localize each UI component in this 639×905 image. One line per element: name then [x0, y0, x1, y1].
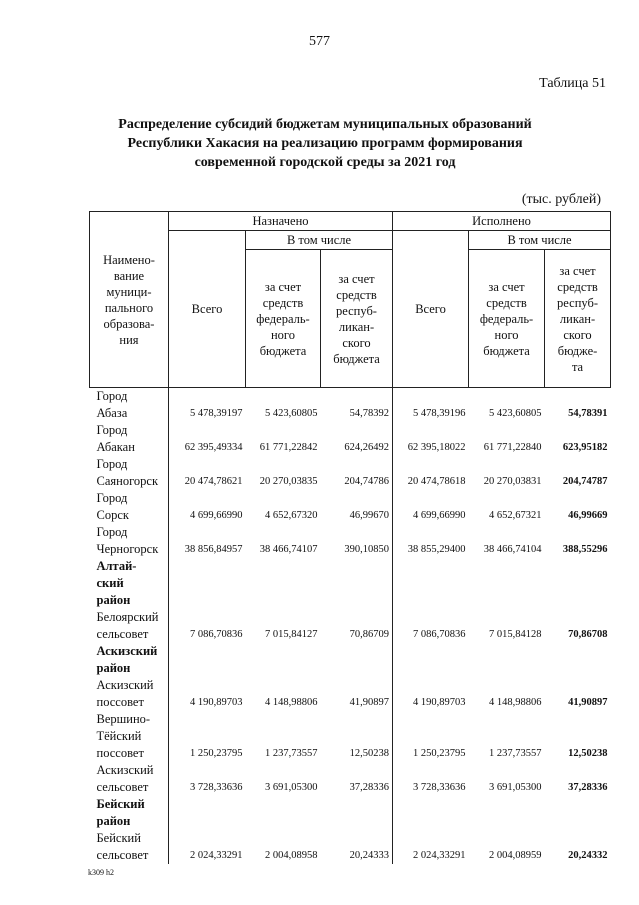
header-line: респуб- [557, 295, 599, 310]
value-cell: 390,10850 [344, 544, 390, 555]
table-row [90, 796, 611, 830]
value-cell: 20 270,03835 [259, 476, 318, 487]
name-line: Бейский [96, 797, 145, 811]
name-line: Черногорск [96, 542, 159, 556]
table-row [90, 388, 611, 423]
table-label: Таблица 51 [539, 76, 606, 91]
value-cell: 2 004,08959 [489, 850, 542, 861]
value-cell [393, 796, 469, 830]
name-line: Тёйский [96, 729, 142, 743]
header-line: ния [119, 332, 139, 347]
value-cell: 12,50238 [349, 748, 390, 759]
value-cell [169, 643, 246, 677]
table-row [90, 524, 611, 558]
header-line: за счет [264, 279, 302, 294]
value-cell: 37,28336 [349, 782, 390, 793]
table-row [90, 711, 611, 762]
name-line: Сорск [96, 508, 129, 522]
header-executed-including: В том числе [469, 231, 611, 250]
name-line: Аскизский [96, 644, 158, 658]
header-line: федераль- [256, 311, 310, 326]
value-cell [469, 558, 545, 609]
value-cell [246, 643, 321, 677]
value-cell [246, 558, 321, 609]
value-cell: 46,99669 [568, 510, 608, 521]
value-cell: 12,50238 [568, 748, 608, 759]
title-line: Республики Хакасия на реализацию программ формирования [127, 136, 523, 151]
name-line: Город [96, 525, 128, 539]
footer-code: k309 h2 [88, 868, 114, 877]
table-row [90, 456, 611, 490]
value-cell: 7 015,84127 [265, 629, 318, 640]
value-cell: 41,90897 [568, 697, 608, 708]
header-executed-federal [469, 250, 545, 388]
value-cell: 46,99670 [349, 510, 390, 521]
value-cell: 7 086,70836 [393, 609, 469, 643]
value-cell [393, 643, 469, 677]
name-line: сельсовет [96, 780, 149, 794]
value-cell: 7 015,84128 [489, 629, 542, 640]
value-cell: 4 699,66990 [393, 490, 469, 524]
value-cell: 3 728,33636 [393, 762, 469, 796]
header-line: пального [104, 300, 154, 315]
value-cell [321, 796, 393, 830]
table-row [90, 422, 611, 456]
municipality-name [90, 643, 169, 677]
value-cell: 54,78392 [349, 408, 390, 419]
name-line: Абакан [96, 440, 135, 454]
value-cell [169, 558, 246, 609]
value-cell: 38 466,74104 [483, 544, 542, 555]
table-row [90, 830, 611, 864]
municipality-name [90, 388, 169, 423]
value-cell: 7 086,70836 [169, 609, 246, 643]
name-line: Алтай- [96, 559, 137, 573]
name-line: Город [96, 423, 128, 437]
value-cell: 4 190,89703 [169, 677, 246, 711]
table-row [90, 643, 611, 677]
name-line: Абаза [96, 406, 128, 420]
header-line: ликан- [338, 319, 375, 334]
value-cell [169, 796, 246, 830]
header-assigned-federal [246, 250, 321, 388]
value-cell [545, 558, 611, 609]
value-cell: 38 856,84957 [169, 524, 246, 558]
municipality-name [90, 609, 169, 643]
header-line: средств [557, 279, 598, 294]
header-line: ского [563, 327, 592, 342]
header-line: образова- [103, 316, 155, 331]
header-line: за счет [338, 271, 375, 286]
municipality-name [90, 677, 169, 711]
value-cell: 4 652,67321 [489, 510, 542, 521]
name-line: район [96, 661, 131, 675]
title-line: Распределение субсидий бюджетам муниципальных образований [118, 117, 532, 132]
header-assigned-including: В том числе [246, 231, 393, 250]
header-line: та [571, 359, 584, 374]
value-cell: 1 250,23795 [393, 711, 469, 762]
value-cell: 70,86708 [568, 629, 608, 640]
value-cell: 2 004,08958 [265, 850, 318, 861]
municipality-name [90, 711, 169, 762]
value-cell [469, 643, 545, 677]
name-line: ский [96, 576, 124, 590]
municipality-name [90, 796, 169, 830]
subsidy-table [89, 211, 611, 864]
value-cell: 5 423,60805 [489, 408, 542, 419]
document-title [90, 115, 560, 172]
header-line: Наимено- [103, 252, 155, 267]
value-cell: 54,78391 [568, 408, 608, 419]
value-cell: 5 478,39196 [393, 388, 469, 423]
value-cell: 3 691,05300 [489, 782, 542, 793]
value-cell: 4 652,67320 [265, 510, 318, 521]
municipality-name [90, 524, 169, 558]
header-line: ского [342, 335, 371, 350]
header-executed-republic [545, 250, 611, 388]
value-cell: 3 691,05300 [265, 782, 318, 793]
value-cell: 1 237,73557 [265, 748, 318, 759]
header-executed-total: Всего [393, 231, 469, 388]
municipality-name [90, 490, 169, 524]
municipality-name [90, 762, 169, 796]
value-cell: 4 190,89703 [393, 677, 469, 711]
value-cell [321, 558, 393, 609]
name-line: Белоярский [96, 610, 159, 624]
header-line: бюджета [483, 343, 530, 358]
value-cell [545, 796, 611, 830]
name-line: Город [96, 389, 128, 403]
header-assigned-total: Всего [169, 231, 246, 388]
value-cell [246, 796, 321, 830]
value-cell: 20 474,78621 [169, 456, 246, 490]
value-cell: 624,26492 [344, 442, 390, 453]
name-line: Аскизский [96, 678, 154, 692]
value-cell: 3 728,33636 [169, 762, 246, 796]
name-line: Саяногорск [96, 474, 159, 488]
name-line: сельсовет [96, 848, 149, 862]
header-assigned-republic [321, 250, 393, 388]
header-line: вание [113, 268, 145, 283]
value-cell: 4 148,98806 [265, 697, 318, 708]
name-line: Город [96, 457, 128, 471]
header-line: средств [486, 295, 527, 310]
value-cell: 61 771,22842 [259, 442, 318, 453]
name-line: район [96, 593, 131, 607]
name-line: поссовет [96, 695, 144, 709]
header-line: бюджета [333, 351, 380, 366]
header-line: ного [494, 327, 519, 342]
value-cell: 4 148,98806 [489, 697, 542, 708]
value-cell: 5 478,39197 [169, 388, 246, 423]
name-line: поссовет [96, 746, 144, 760]
value-cell: 1 237,73557 [489, 748, 542, 759]
header-line: бюджета [259, 343, 307, 358]
value-cell [321, 643, 393, 677]
value-cell: 20,24333 [349, 850, 390, 861]
name-line: Город [96, 491, 128, 505]
value-cell: 38 855,29400 [393, 524, 469, 558]
value-cell: 1 250,23795 [169, 711, 246, 762]
name-line: Аскизский [96, 763, 154, 777]
value-cell: 5 423,60805 [265, 408, 318, 419]
value-cell [545, 643, 611, 677]
value-cell: 62 395,49334 [169, 422, 246, 456]
value-cell: 204,74786 [344, 476, 390, 487]
header-municipality [90, 212, 169, 388]
table-body [90, 388, 611, 865]
value-cell: 20 474,78618 [393, 456, 469, 490]
header-line: муници- [106, 284, 152, 299]
name-line: Вершино- [96, 712, 151, 726]
municipality-name [90, 830, 169, 864]
table-row [90, 609, 611, 643]
value-cell: 4 699,66990 [169, 490, 246, 524]
header-assigned: Назначено [169, 212, 393, 231]
header-line: ликан- [559, 311, 596, 326]
value-cell: 20,24332 [568, 850, 608, 861]
header-line: за счет [559, 263, 596, 278]
value-cell: 61 771,22840 [483, 442, 542, 453]
header-line: федераль- [479, 311, 534, 326]
value-cell [469, 796, 545, 830]
value-cell: 62 395,18022 [393, 422, 469, 456]
municipality-name [90, 558, 169, 609]
header-line: средств [262, 295, 304, 310]
name-line: район [96, 814, 131, 828]
header-line: респуб- [336, 303, 377, 318]
header-line: средств [336, 287, 377, 302]
header-line: бюдже- [557, 343, 598, 358]
name-line: сельсовет [96, 627, 149, 641]
value-cell: 70,86709 [349, 629, 390, 640]
table-row [90, 490, 611, 524]
units-label: (тыс. рублей) [521, 192, 601, 207]
header-line: ного [270, 327, 295, 342]
municipality-name [90, 422, 169, 456]
value-cell: 37,28336 [568, 782, 608, 793]
value-cell: 204,74787 [562, 476, 608, 487]
name-line: Бейский [96, 831, 141, 845]
value-cell: 388,55296 [562, 544, 608, 555]
value-cell: 20 270,03831 [483, 476, 542, 487]
value-cell: 2 024,33291 [393, 830, 469, 864]
value-cell: 38 466,74107 [259, 544, 318, 555]
value-cell: 2 024,33291 [169, 830, 246, 864]
value-cell: 623,95182 [562, 442, 608, 453]
value-cell [393, 558, 469, 609]
table-row [90, 677, 611, 711]
table-row [90, 762, 611, 796]
value-cell: 41,90897 [349, 697, 390, 708]
page-number: 577 [309, 34, 330, 49]
header-executed: Исполнено [393, 212, 611, 231]
title-line: современной городской среды за 2021 год [194, 155, 456, 170]
header-line: за счет [488, 279, 525, 294]
table-row [90, 558, 611, 609]
municipality-name [90, 456, 169, 490]
